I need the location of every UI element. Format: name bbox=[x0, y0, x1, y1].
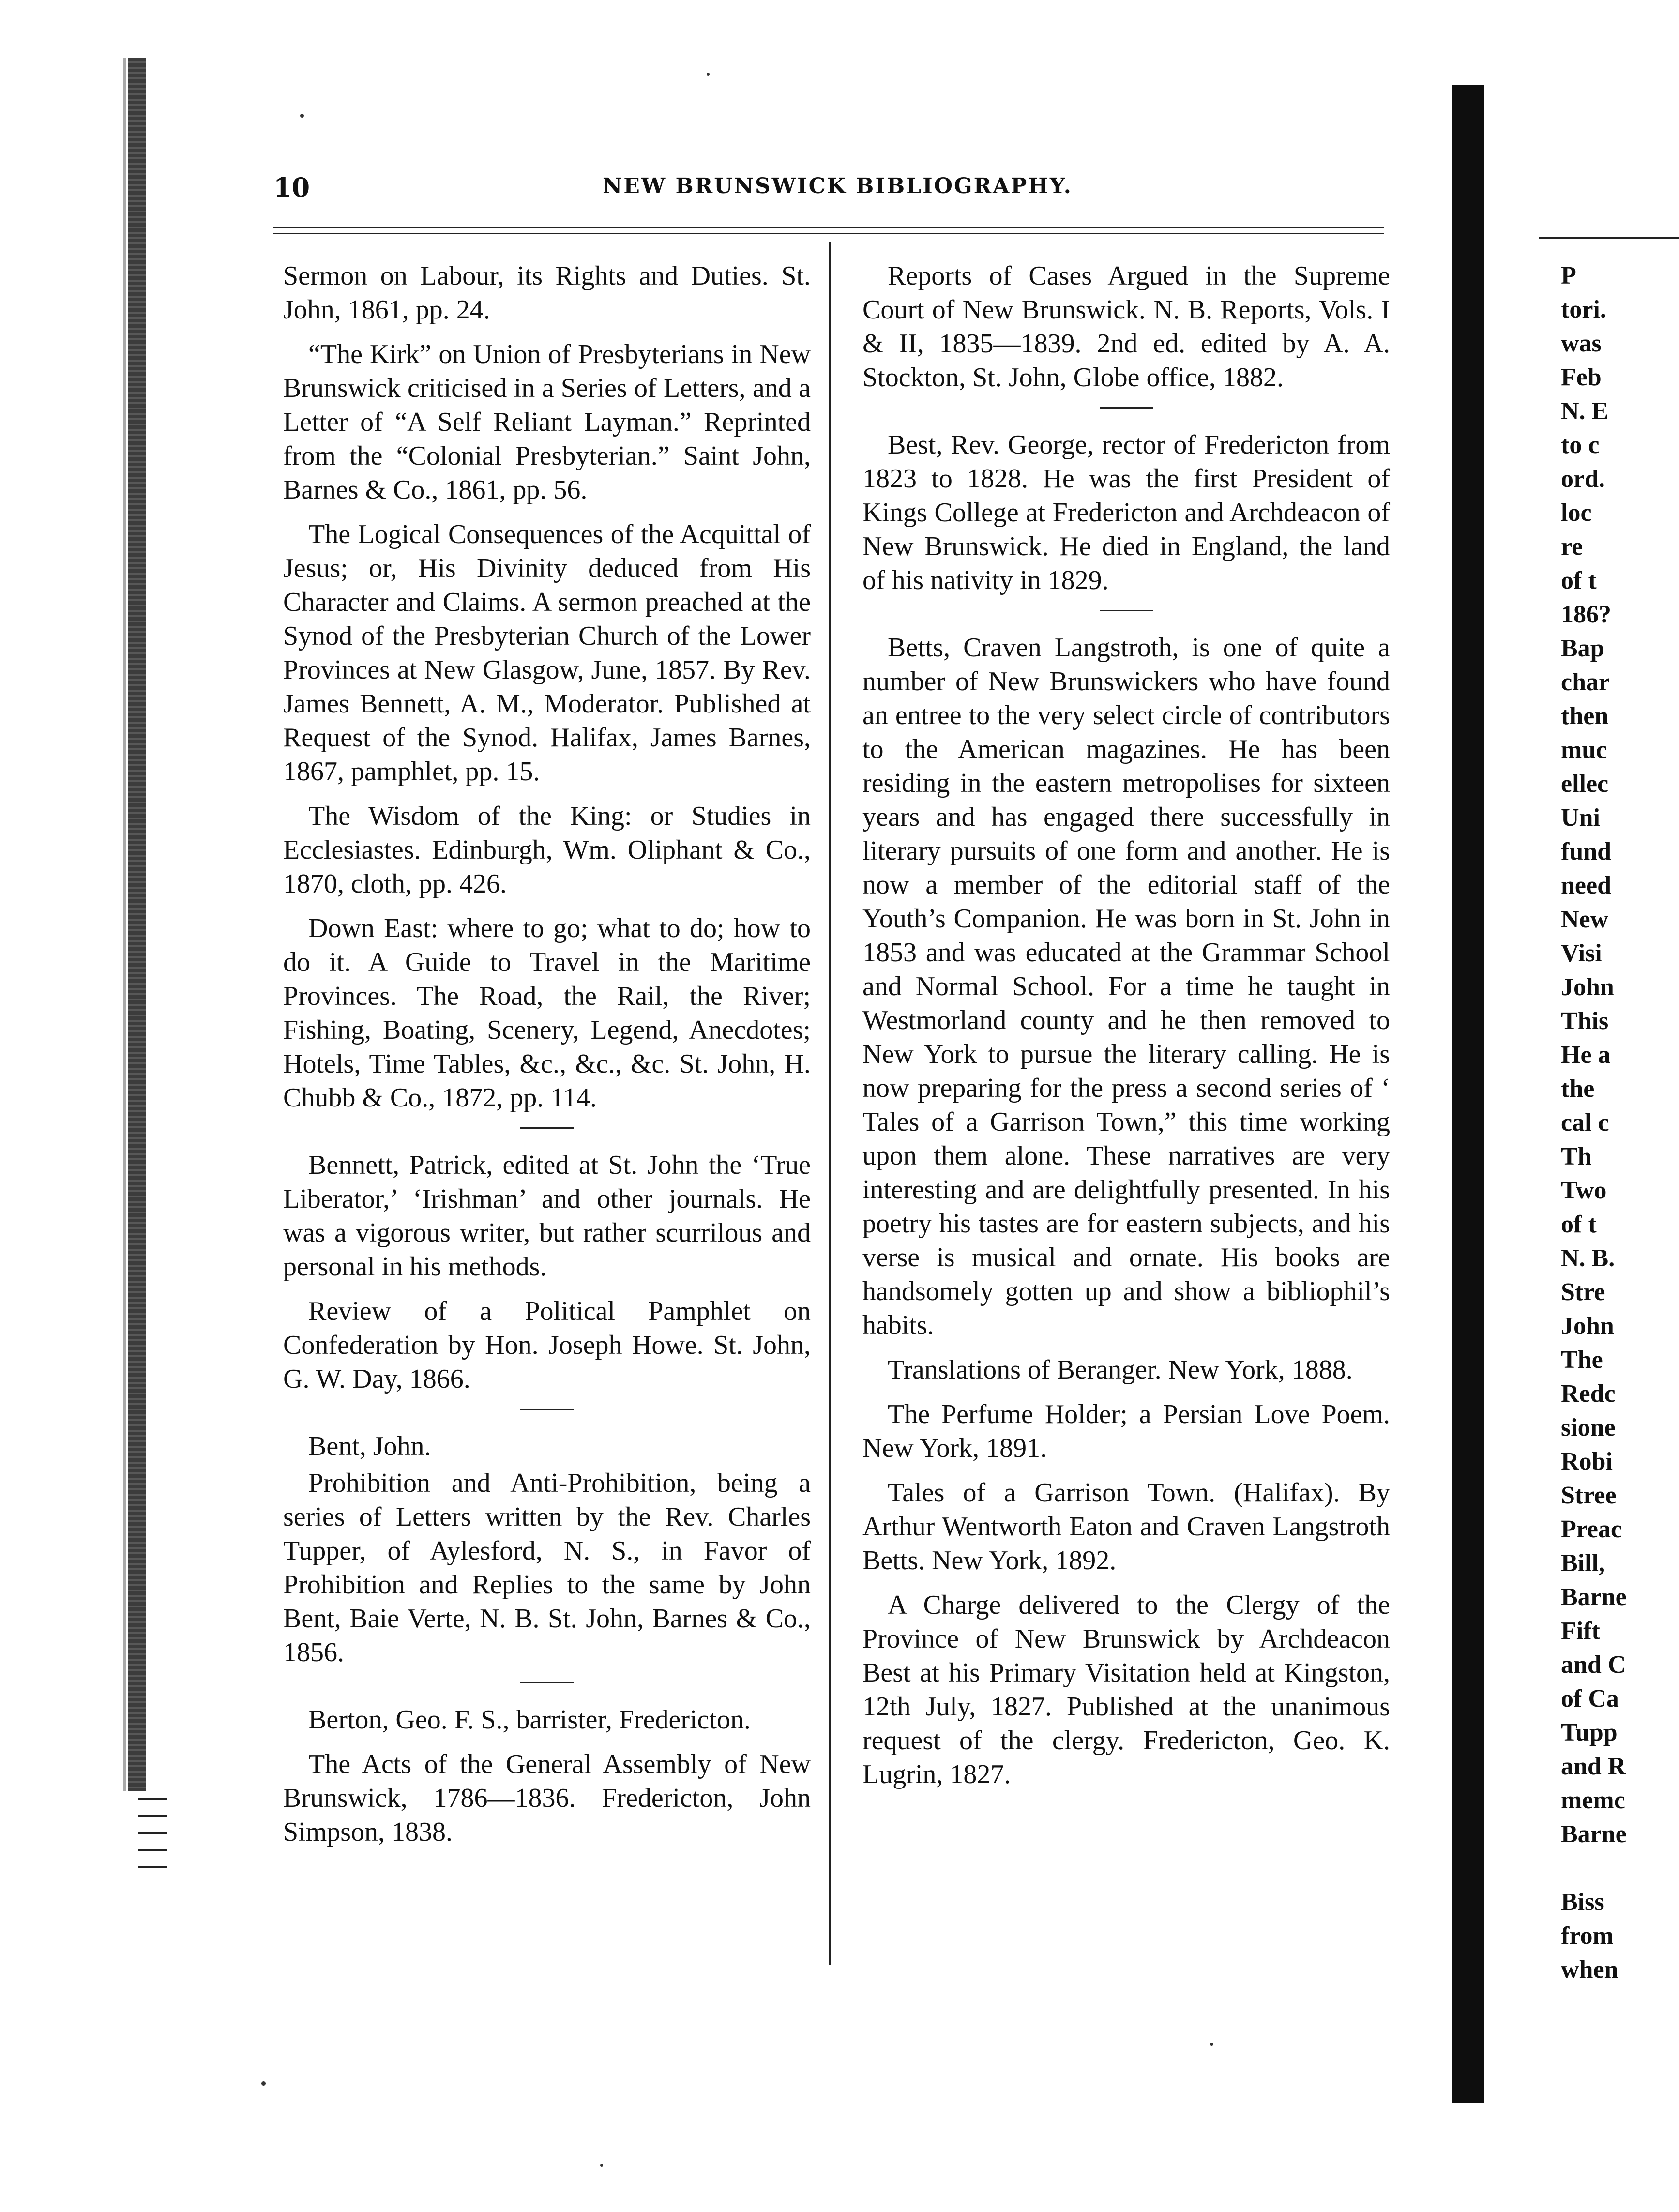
facing-page-fragments bbox=[1561, 259, 1677, 1987]
left-column bbox=[283, 259, 811, 1860]
bibliography-entry: The Logical Consequences of the Acquittal of Jesus; or, His Divinity deduced from His Character and Claims. A sermon preached at the Synod of the Presbyterian Church of the Lower Provinces at New Glasgow, June, 1857. By Rev. James Bennett, A. M., Moderator. Published at Request of the Synod. Halifax, James Barnes, 1867, pamphlet, pp. 15. bbox=[283, 519, 811, 787]
facing-page-fragment: and R bbox=[1561, 1753, 1626, 1780]
facing-page-fragment: Stree bbox=[1561, 1482, 1617, 1509]
edge-tick bbox=[138, 1866, 167, 1868]
entry-separator-rule bbox=[520, 1682, 574, 1683]
facing-page-fragment: Barne bbox=[1561, 1583, 1627, 1611]
bibliography-entry: Review of a Political Pamphlet on Confederation by Hon. Joseph Howe. St. John, G. W. Day, 1866. bbox=[283, 1296, 811, 1394]
bibliography-entry: Sermon on Labour, its Rights and Duties. St. John, 1861, pp. 24. bbox=[283, 261, 811, 325]
facing-page-fragment: memc bbox=[1561, 1787, 1625, 1814]
author-heading: Bent, John. bbox=[308, 1431, 431, 1461]
scan-speck bbox=[1210, 2043, 1213, 2046]
binding-edge bbox=[128, 58, 146, 1791]
bibliography-entry: The Perfume Holder; a Persian Love Poem. New York, 1891. bbox=[862, 1399, 1390, 1463]
edge-tick bbox=[138, 1849, 167, 1851]
bibliography-entry: Down East: where to go; what to do; how to do it. A Guide to Travel in the Maritime Provinces. The Road, the Rail, the River; Fishing, Boating, Scenery, Legend, Anecdotes; Hotels, Time Tables, &c., &c., &c. St. John, H. Chubb & Co., 1872, pp. 114. bbox=[283, 913, 811, 1113]
facing-page-fragment: Robi bbox=[1561, 1448, 1613, 1475]
facing-page-fragment: Biss bbox=[1561, 1888, 1604, 1916]
facing-page-fragment: Bill, bbox=[1561, 1549, 1605, 1577]
facing-page-fragment: Feb bbox=[1561, 364, 1602, 391]
header-rule bbox=[273, 233, 1384, 234]
facing-page-fragment: Visi bbox=[1561, 939, 1602, 967]
page-header bbox=[273, 172, 1406, 215]
facing-page-fragment: and C bbox=[1561, 1651, 1626, 1679]
facing-page-fragment: fund bbox=[1561, 838, 1612, 865]
entry-separator-rule bbox=[1100, 610, 1153, 611]
entry-separator-rule bbox=[520, 1409, 574, 1410]
facing-page-fragment: 186? bbox=[1561, 601, 1611, 628]
scan-speck bbox=[261, 2081, 266, 2086]
edge-tick bbox=[138, 1832, 167, 1834]
bibliography-entry: A Charge delivered to the Clergy of the Province of New Brunswick by Archdeacon Best at his Primary Visitation held at Kingston, 12th July, 1827. Published at the unanimous request of the clergy. Fredericton, Geo. K. Lugrin, 1827. bbox=[862, 1590, 1390, 1789]
facing-page-fragment: Uni bbox=[1561, 804, 1600, 832]
facing-page-fragment: char bbox=[1561, 668, 1610, 696]
column-divider bbox=[829, 242, 831, 1965]
page-fold-shadow bbox=[1452, 85, 1484, 2103]
binding-edge-shadow bbox=[123, 58, 126, 1791]
facing-page-fragment: need bbox=[1561, 872, 1611, 899]
facing-page-fragment: Stre bbox=[1561, 1278, 1605, 1306]
facing-page-fragment: to c bbox=[1561, 431, 1600, 459]
facing-page-fragment: Tupp bbox=[1561, 1719, 1618, 1746]
facing-page-fragment: Barne bbox=[1561, 1820, 1627, 1848]
bibliography-entry: Reports of Cases Argued in the Supreme Court of New Brunswick. N. B. Reports, Vols. I & II, 1835—1839. 2nd ed. edited by A. A. Stockton, St. John, Globe office, 1882. bbox=[862, 261, 1390, 393]
bibliography-entry: Berton, Geo. F. S., barrister, Fredericton. bbox=[308, 1705, 751, 1735]
facing-page-fragment: of Ca bbox=[1561, 1685, 1619, 1712]
facing-page-fragment: ord. bbox=[1561, 465, 1605, 493]
running-title: NEW BRUNSWICK BIBLIOGRAPHY. bbox=[603, 174, 1073, 198]
bibliography-entry: Prohibition and Anti-Prohibition, being a series of Letters written by the Rev. Charles Tupper, of Aylesford, N. S., in Favor of Prohibition and Replies to the same by John Bent, Baie Verte, N. B. St. John, Barnes & Co., 1856. bbox=[283, 1468, 811, 1667]
facing-page-fragment: muc bbox=[1561, 736, 1607, 764]
bibliography-entry: Bennett, Patrick, edited at St. John the ‘True Liberator,’ ‘Irishman’ and other journals. He was a vigorous writer, but rather scurrilous and personal in his methods. bbox=[283, 1150, 811, 1282]
bibliography-entry: Tales of a Garrison Town. (Halifax). By Arthur Wentworth Eaton and Craven Langstroth Betts. New York, 1892. bbox=[862, 1478, 1390, 1576]
facing-page-fragment: John bbox=[1561, 973, 1614, 1001]
bibliography-entry: Translations of Beranger. New York, 1888. bbox=[888, 1355, 1353, 1385]
scan-speck bbox=[300, 114, 304, 118]
facing-page-fragment: N. B. bbox=[1561, 1244, 1615, 1272]
bibliography-entry: The Wisdom of the King: or Studies in Ecclesiastes. Edinburgh, Wm. Oliphant & Co., 1870, cloth, pp. 426. bbox=[283, 801, 811, 899]
facing-page-fragment: New bbox=[1561, 906, 1609, 933]
facing-page-fragment: when bbox=[1561, 1956, 1618, 1984]
facing-page-fragment: Two bbox=[1561, 1177, 1607, 1204]
facing-page-rule bbox=[1539, 237, 1679, 239]
facing-page-fragment: from bbox=[1561, 1922, 1614, 1950]
facing-page-fragment: ellec bbox=[1561, 770, 1609, 798]
right-column bbox=[862, 259, 1390, 1802]
facing-page-fragment: of t bbox=[1561, 1211, 1597, 1238]
facing-page-fragment: was bbox=[1561, 330, 1602, 357]
bibliography-entry: Betts, Craven Langstroth, is one of quite a number of New Brunswickers who have found an entree to the very select circle of contributors to the American magazines. He has been residing in the eastern metropolises for sixteen years and has engaged there successfully in literary pursuits of one form and another. He is now a member of the editorial staff of the Youth’s Companion. He was born in St. John in 1853 and was educated at the Grammar School and Normal School. For a time he taught in Westmorland county and he then removed to New York to pursue the literary calling. He is now preparing for the press a second series of ‘ Tales of a Garrison Town,” this time working upon them alone. These narratives are very interesting and are delightfully presented. In his poetry his tastes are for eastern subjects, and his verse is musical and ornate. His books are handsomely gotten up and show a bibliophil’s habits. bbox=[862, 633, 1390, 1340]
scan-speck bbox=[707, 73, 710, 76]
facing-page-fragment: John bbox=[1561, 1312, 1614, 1340]
facing-page-fragment: sione bbox=[1561, 1414, 1616, 1441]
facing-page-fragment: cal c bbox=[1561, 1109, 1609, 1136]
page-number: 10 bbox=[273, 172, 310, 203]
facing-page-fragment: tori. bbox=[1561, 296, 1606, 323]
scan-speck bbox=[600, 2164, 603, 2167]
facing-page-fragment: re bbox=[1561, 533, 1583, 561]
facing-page-fragment: Fift bbox=[1561, 1617, 1600, 1645]
header-rule bbox=[273, 227, 1384, 228]
bibliography-entry: The Acts of the General Assembly of New Brunswick, 1786—1836. Fredericton, John Simpson, 1838. bbox=[283, 1749, 811, 1847]
facing-page-fragment: of t bbox=[1561, 567, 1597, 594]
facing-page-fragment: Redc bbox=[1561, 1380, 1616, 1408]
facing-page-fragment: Preac bbox=[1561, 1515, 1622, 1543]
facing-page-fragment: P bbox=[1561, 262, 1576, 289]
facing-page-fragment: Th bbox=[1561, 1143, 1592, 1170]
facing-page-fragment: the bbox=[1561, 1075, 1595, 1103]
bibliography-entry: “The Kirk” on Union of Presbyterians in New Brunswick criticised in a Series of Letters, and a Letter of “A Self Reliant Layman.” Reprinted from the “Colonial Presbyterian.” Saint John, Barnes & Co., 1861, pp. 56. bbox=[283, 339, 811, 505]
bibliography-entry: Best, Rev. George, rector of Fredericton from 1823 to 1828. He was the first President of Kings College at Fredericton and Archdeacon of New Brunswick. He died in England, the land of his nativity in 1829. bbox=[862, 430, 1390, 595]
facing-page-fragment: loc bbox=[1561, 499, 1592, 527]
facing-page-fragment: He a bbox=[1561, 1041, 1611, 1069]
facing-page-fragment bbox=[1561, 1851, 1677, 1885]
entry-separator-rule bbox=[1100, 407, 1153, 409]
facing-page-fragment: then bbox=[1561, 702, 1609, 730]
edge-tick bbox=[138, 1815, 167, 1817]
facing-page-fragment: Bap bbox=[1561, 635, 1604, 662]
edge-tick bbox=[138, 1798, 167, 1800]
facing-page-fragment: N. E bbox=[1561, 397, 1609, 425]
facing-page-fragment: This bbox=[1561, 1007, 1609, 1035]
facing-page-fragment: The bbox=[1561, 1346, 1603, 1374]
entry-separator-rule bbox=[520, 1127, 574, 1129]
